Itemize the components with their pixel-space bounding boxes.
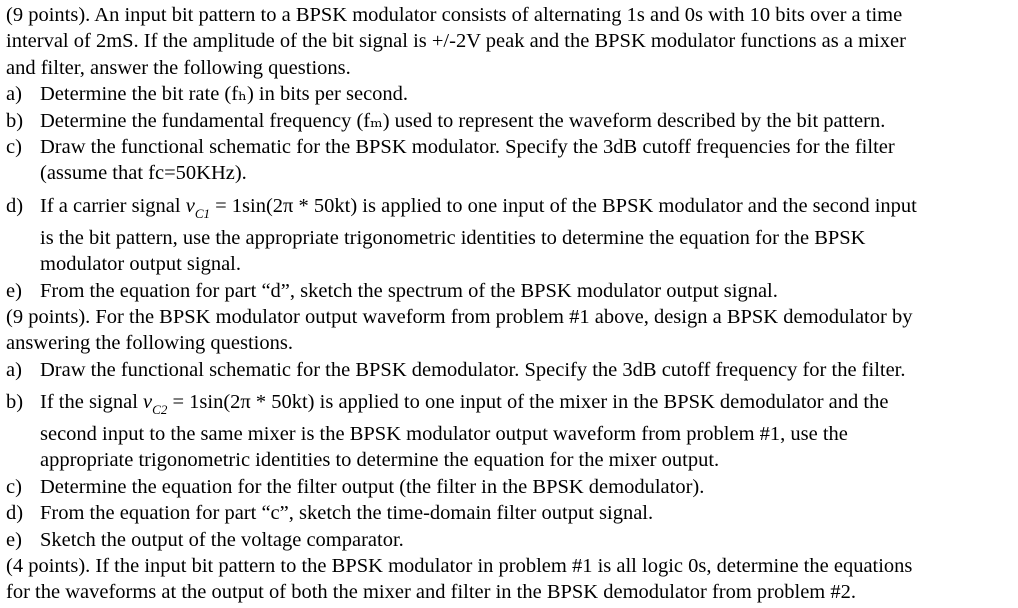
p2-part-b-text-2: second input to the same mixer is the BPSK modulator output waveform from problem #1, use the (40, 423, 848, 446)
p2-part-b-pre: If the signal (40, 391, 144, 414)
p1-part-a-label: a) (6, 83, 22, 106)
p2-part-b-post: is applied to one input of the mixer in the BPSK demodulator and the (314, 391, 889, 414)
p1-part-d-label: d) (6, 194, 24, 217)
p1-part-c-label: c) (6, 135, 22, 158)
p1-part-c-cont (6, 160, 1012, 186)
p3-intro-line-1: (4 points). If the input bit pattern to the BPSK modulator in problem #1 is all logic 0s, determine the equations (6, 555, 913, 578)
p2-part-a-label: a) (6, 358, 22, 381)
p1-part-b-text: Determine the fundamental frequency (fₘ) used to represent the waveform described by the bit pattern. (40, 109, 886, 132)
p2-part-b (6, 383, 1012, 421)
p2-part-e-text: Sketch the output of the voltage comparator. (40, 528, 404, 551)
p1-part-d-pre: If a carrier signal (40, 194, 186, 217)
p2-intro-line-1: (9 points). For the BPSK modulator output waveform from problem #1 above, design a BPSK demodulator by (6, 305, 913, 328)
vc2-equation: = 1sin(2π * 50kt) (167, 391, 315, 414)
p1-part-c-text-2: (assume that fc=50KHz). (40, 162, 247, 185)
p1-part-c (6, 134, 1012, 160)
p2-part-c-text: Determine the equation for the filter output (the filter in the BPSK demodulator). (40, 475, 705, 498)
p2-part-a-text: Draw the functional schematic for the BPSK demodulator. Specify the 3dB cutoff frequency for the filter. (40, 358, 906, 381)
p1-part-e-label: e) (6, 279, 22, 302)
p2-part-b-cont-2 (6, 447, 1012, 473)
p2-part-b-text-3: appropriate trigonometric identities to determine the equation for the mixer output. (40, 449, 720, 472)
p2-part-e (6, 527, 1012, 553)
p1-part-b (6, 108, 1012, 134)
vc1-subscript: C1 (194, 205, 210, 221)
p1-part-c-text-1: Draw the functional schematic for the BPSK modulator. Specify the 3dB cutoff frequencies for the filter (40, 135, 895, 158)
p2-part-c-label: c) (6, 475, 22, 498)
p2-part-d-text: From the equation for part “c”, sketch the time-domain filter output signal. (40, 502, 654, 525)
p1-intro-line-3: and filter, answer the following questions. (6, 56, 351, 79)
p1-part-d-text-2: is the bit pattern, use the appropriate trigonometric identities to determine the equation for the BPSK (40, 226, 866, 249)
p1-intro-line-2: interval of 2mS. If the amplitude of the bit signal is +/-2V peak and the BPSK modulator functions as a mixer (6, 30, 906, 53)
vc2-subscript: C2 (152, 402, 168, 418)
p3-intro-line-2: for the waveforms at the output of both the mixer and filter in the BPSK demodulator from problem #2. (6, 581, 856, 604)
p2-part-b-label: b) (6, 391, 24, 414)
p1-part-d-post: is applied to one input of the BPSK modulator and the second input (357, 194, 917, 217)
p1-part-a (6, 81, 1012, 107)
p2-part-d (6, 500, 1012, 526)
p1-part-d-text-3: modulator output signal. (40, 253, 241, 276)
p1-part-e (6, 278, 1012, 304)
vc1-equation: = 1sin(2π * 50kt) (209, 194, 358, 217)
p2-part-e-label: e) (6, 528, 22, 551)
p2-part-d-label: d) (6, 502, 24, 525)
p2-part-c (6, 474, 1012, 500)
p2-part-b-cont-1 (6, 421, 1012, 447)
vc1-variable: v (185, 194, 195, 217)
p1-part-e-text: From the equation for part “d”, sketch the spectrum of the BPSK modulator output signal. (40, 279, 778, 302)
p1-part-a-text: Determine the bit rate (fₕ) in bits per second. (40, 83, 409, 106)
p1-part-d (6, 187, 1012, 225)
p1-part-b-label: b) (6, 109, 24, 132)
p2-part-a (6, 357, 1012, 383)
vc2-variable: v (143, 391, 153, 414)
p2-intro-line-2: answering the following questions. (6, 332, 293, 355)
p1-part-d-cont-1 (6, 225, 1012, 251)
p1-part-d-cont-2 (6, 251, 1012, 277)
p1-intro-line-1: (9 points). An input bit pattern to a BPSK modulator consists of alternating 1s and 0s with 10 bits over a time (6, 4, 903, 26)
